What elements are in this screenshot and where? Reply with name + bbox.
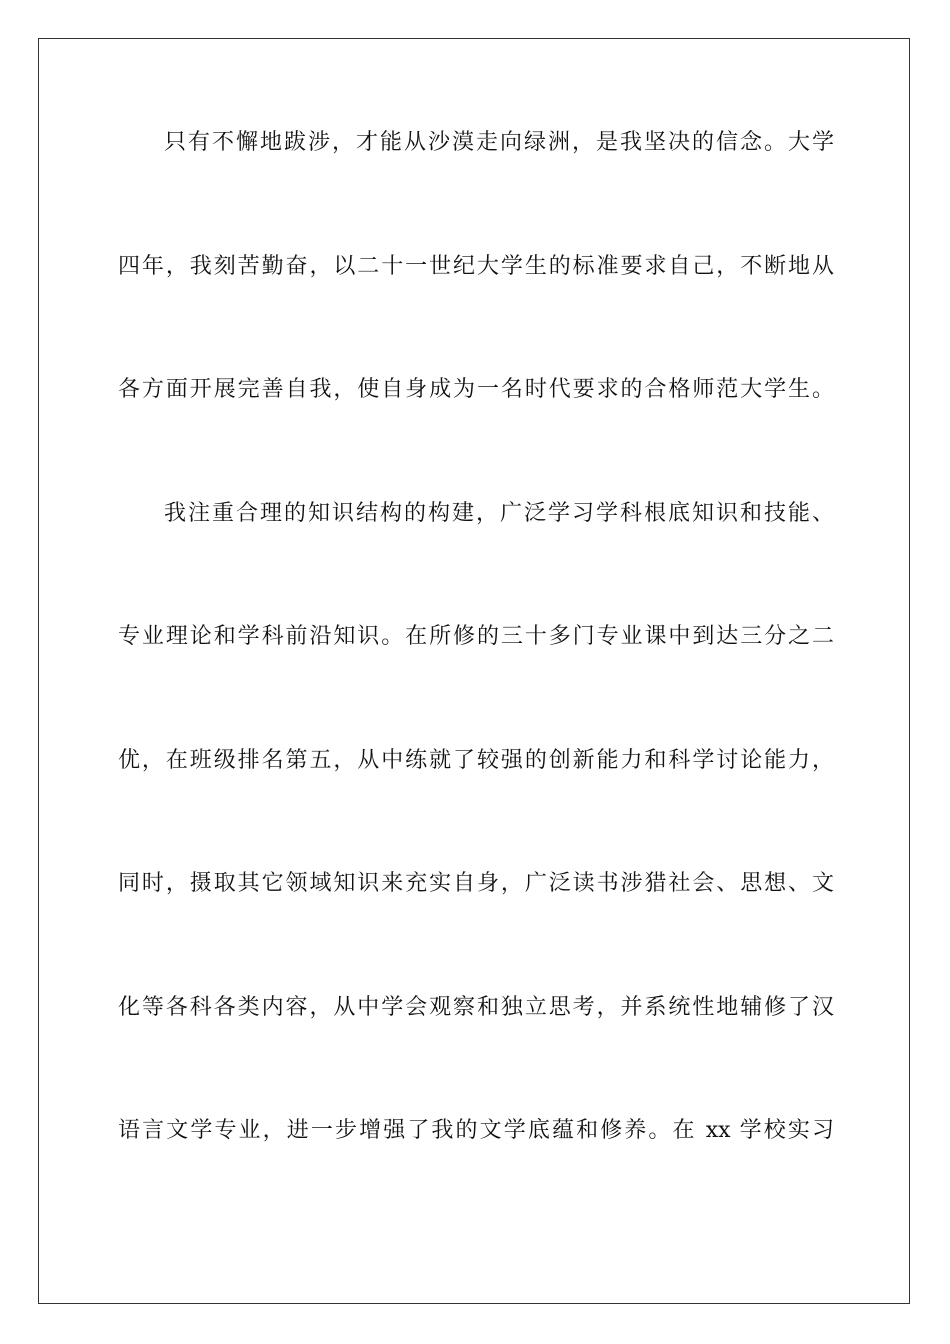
- text-line: 我注重合理的知识结构的构建，广泛学习学科根底知识和技能、: [164, 500, 834, 526]
- text-line: 同时，摄取其它领域知识来充实自身，广泛读书涉猎社会、思想、文: [118, 871, 834, 896]
- body-text: [118, 128, 834, 1240]
- text-line: 优，在班级排名第五，从中练就了较强的创新能力和科学讨论能力，: [118, 747, 834, 773]
- text-line: 各方面开展完善自我，使自身成为一名时代要求的合格师范大学生。: [118, 377, 834, 402]
- text-line: 化等各科各类内容，从中学会观察和独立思考，并系统性地辅修了汉: [118, 994, 834, 1020]
- text-line: 四年，我刻苦勤奋，以二十一世纪大学生的标准要求自己，不断地从: [118, 253, 834, 279]
- text-line: 专业理论和学科前沿知识。在所修的三十多门专业课中到达三分之二: [118, 624, 834, 649]
- text-line: 语言文学专业，进一步增强了我的文学底蕴和修养。在 xx 学校实习: [118, 1118, 834, 1143]
- text-line: 只有不懈地跋涉，才能从沙漠走向绿洲，是我坚决的信念。大学: [164, 130, 834, 155]
